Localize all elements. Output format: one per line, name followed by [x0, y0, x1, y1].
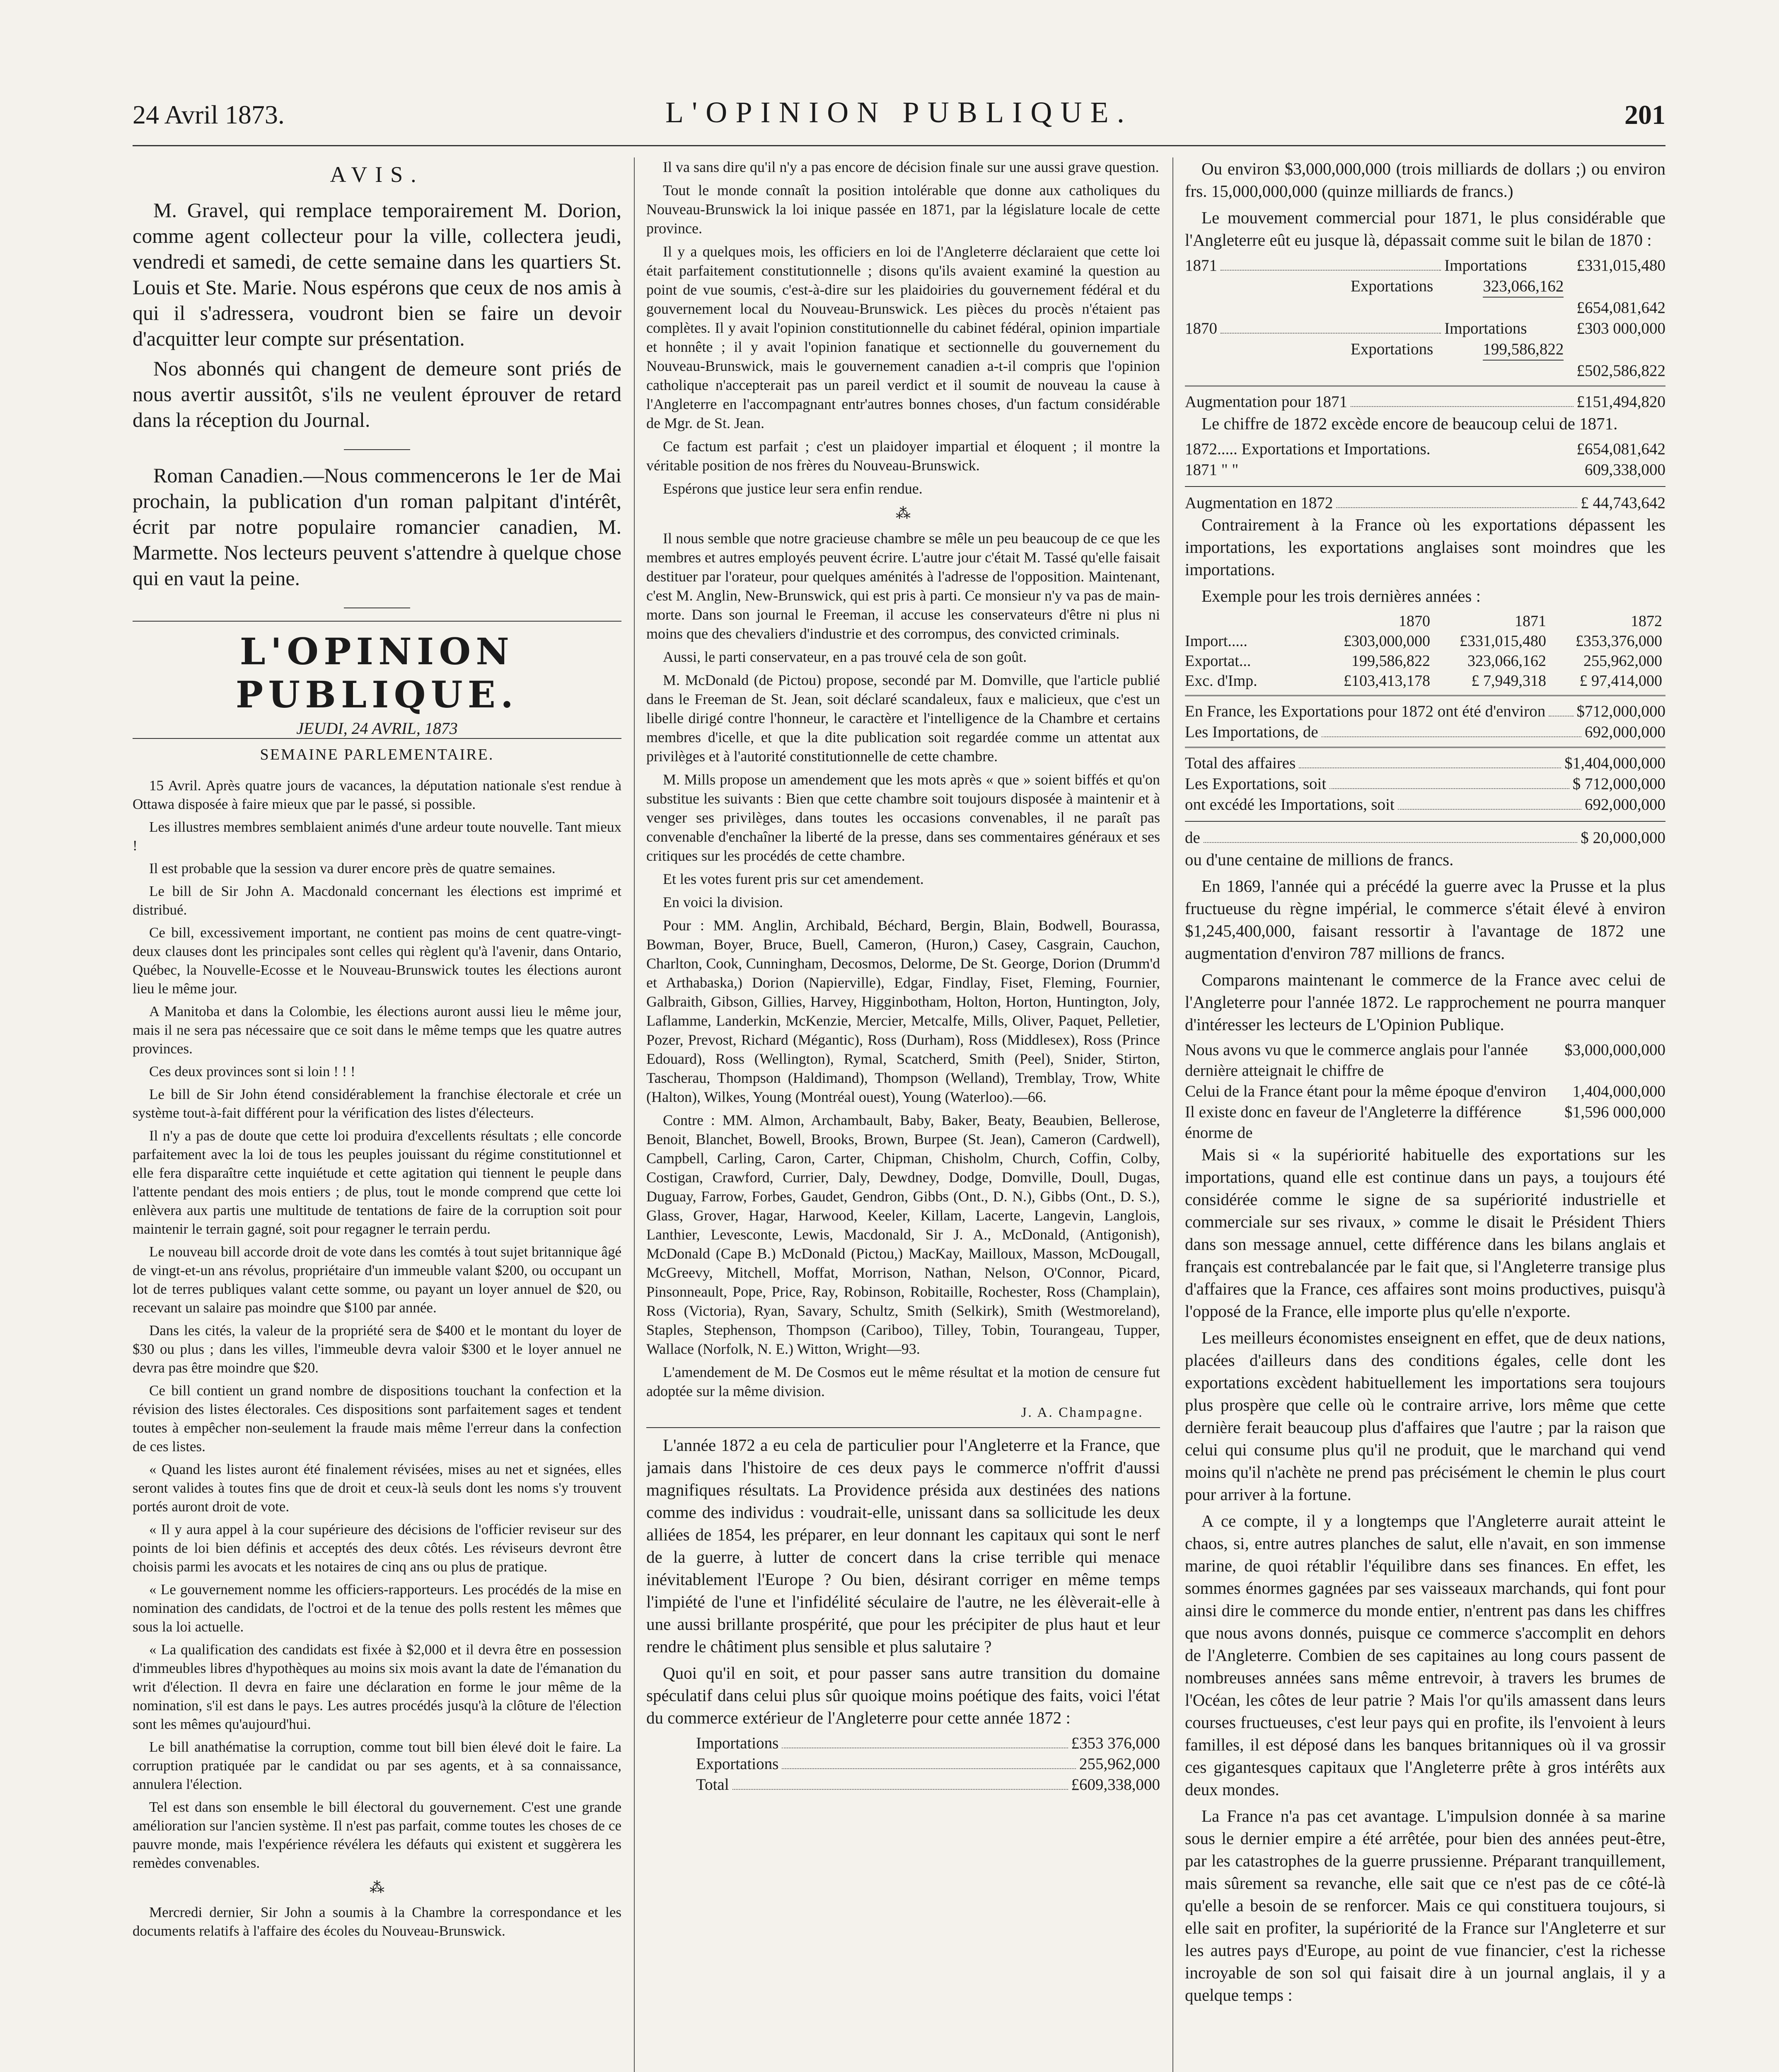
total-value: £654,081,642	[1576, 299, 1665, 317]
page-number: 201	[1624, 100, 1665, 130]
paragraph: Contre : MM. Almon, Archambault, Baby, Baker, Beaty, Beaubien, Bellerose, Benoit, Blanchet, Bowell, Brooks, Brown, Burpee (St. Jean), Cameron (Cardwell), Campbell, Carling, Caron, Carter, Chipman, Chisholm, Church, Coffin, Colby, Costigan, Crawford, Currier, Daly, Dewdney, Dodge, Domville, Doull, Dugas, Duguay, Farrow, Forbes, Gaudet, Gendron, Gibbs (Ont., D. N.), Gibbs (Ont., D. S.), Glass, Grover, Hagar, Harwood, Keeler, Killam, Lacerte, Langevin, Langlois, Lanthier, Levesconte, Lewis, Macdonald, Sir J. A., McDonald, (Antigonish), McDonald (Cape B.) McDonald (Pictou,) MacKay, Mailloux, Masson, McDougall, McGreevy, Mitchell, Moffat, Morrison, Nathan, Nelson, O'Connor, Picard, Pinsonneault, Pope, Price, Ray, Robinson, Robitaille, Rochester, Ross (Champlain), Ross (Victoria), Ryan, Savary, Schultz, Smith (Selkirk), Smith (Westmoreland), Staples, Stephenson, Thompson (Cariboo), Tilley, Tobin, Tourangeau, Tupper, Wallace (Norfolk, N. E.) Witton, Wright—93.	[646, 1112, 1160, 1357]
aug-value: £ 44,743,642	[1581, 494, 1665, 512]
cmp-diff: Il existe donc en faveur de l'Angleterre la différence énorme de	[1185, 1103, 1521, 1142]
france-total-row-value: 692,000,000	[1585, 796, 1665, 813]
comparison-text	[1185, 875, 1665, 1036]
cmp-row	[1185, 439, 1665, 460]
avis-title: AVIS.	[330, 162, 424, 187]
header-date: 24 Avril 1873.	[133, 100, 285, 129]
page-header	[133, 95, 1665, 145]
paragraph: Tel est dans son ensemble le bill électoral du gouvernement. C'est une grande amélioration sur l'ancien système. Il n'est pas parfait, comme toutes les choses de ce pauvre monde, mais l'expérience révélera les défauts qui existent et suggèrera les remèdes convenables.	[133, 1799, 621, 1871]
ledger-1870	[1185, 318, 1665, 381]
paragraph: Il est probable que la session va durer encore près de quatre semaines.	[149, 860, 556, 876]
france-total-row	[1185, 794, 1665, 815]
paragraph: Le bill de Sir John A. Macdonald concernant les élections est imprimé et distribué.	[133, 883, 621, 918]
cmp-mid: Celui de la France étant pour la même époque d'environ	[1185, 1082, 1547, 1100]
paragraph: Ces deux provinces sont si loin ! ! !	[149, 1063, 355, 1080]
commerce-article	[646, 1434, 1160, 1729]
chambre-debate-text	[646, 529, 1160, 1401]
masthead: L'OPINION PUBLIQUE.	[235, 630, 519, 716]
imp-label: Importations	[1444, 257, 1527, 274]
divider	[1185, 486, 1665, 487]
semaine-parlementaire-text	[133, 776, 621, 1872]
cmp-row-label: 1871 " "	[1185, 461, 1239, 479]
table-cell: 323,066,162	[1467, 652, 1546, 670]
table-cell: 199,586,822	[1351, 652, 1430, 670]
aug-label: Augmentation pour 1871	[1185, 393, 1348, 411]
column-rule-2	[1172, 157, 1173, 2072]
england-1872-ledger	[646, 1733, 1160, 1795]
france-row	[1185, 722, 1665, 743]
paragraph: Aussi, le parti conservateur, en a pas trouvé cela de son goût.	[663, 649, 1027, 665]
france-total-row-value: $ 712,000,000	[1572, 775, 1665, 793]
table-cell: 255,962,000	[1583, 652, 1662, 670]
ledger-row-value: £353 376,000	[1071, 1734, 1160, 1752]
paragraph: Les illustres membres semblaient animés d'une ardeur toute nouvelle. Tant mieux !	[133, 819, 621, 854]
row-label: Exportat...	[1185, 652, 1251, 670]
paragraph: Il va sans dire qu'il n'y a pas encore de décision finale sur une aussi grave question.	[663, 159, 1159, 175]
imp-label: Importations	[1444, 320, 1527, 337]
paragraph: La France n'a pas cet avantage. L'impulsion donnée à sa marine sous le dernier empire a été arrêtée, pour bien des années peut-être, par les catastrophes de la guerre prussienne. Préparant tranquillement, mais sûrement sa revanche, elle sait que ce n'est pas de ce côté-là qu'elle a besoin de se renforcer. Mais ce qui constituera toujours, si elle sait en profiter, la supériorité de la France sur l'Angleterre et sur les autres pays d'Europe, au point de vue financier, c'est la richesse incroyable de son sol qui faisait dire à un journal anglais, il y a quelque temps :	[1185, 1806, 1665, 2004]
divider	[1185, 747, 1665, 749]
table-cell: £303,000,000	[1344, 632, 1430, 650]
column-1	[133, 157, 621, 2072]
contraire-paragraph: Contrairement à la France où les exportations dépassent les importations, les exportations anglaises sont moindres que les importations.	[1185, 515, 1665, 579]
row-label: Import.....	[1185, 632, 1247, 650]
avis-paragraph-1: M. Gravel, qui remplace temporairement M. Dorion, comme agent collecteur pour la ville, collectera jeudi, vendredi et samedi, de cette semaine dans les quartiers St. Louis et Ste. Marie. Nous espérons que ceux de nos amis à qui il s'adressera, voudront bien se faire un devoir d'acquitter leur compte sur présentation.	[133, 198, 621, 350]
imp-value: £303 000,000	[1576, 320, 1665, 337]
france-row-value: $712,000,000	[1576, 702, 1665, 720]
ledger-row-label: Exportations	[696, 1755, 779, 1773]
paragraph: 15 Avril. Après quatre jours de vacances, la députation nationale s'est rendue à Ottawa disposée à faire mieux que par le passé, si possible.	[133, 777, 621, 812]
paragraph: Ce bill contient un grand nombre de dispositions touchant la confection et la révision des listes électorales. Ces dispositions sont parfaitement sages et tendent toutes à empêcher non-seulement la fraude mais même l'erreur dans la confection de ces listes.	[133, 1382, 621, 1455]
paragraph: En voici la division.	[663, 894, 783, 910]
paragraph: M. Mills propose un amendement que les mots après « que » soient biffés et qu'on substitue les suivants : Bien que cette chambre soit toujours disposée à maintenir et à venger ses privilèges, dans toutes les occasions convenables, il ne paraît pas convenable d'enchaîner la liberté de la presse, dans ses commentaires généraux et ses critiques sur les procédés de cette chambre.	[646, 771, 1160, 864]
header-title: L'OPINION PUBLIQUE.	[665, 96, 1133, 129]
france-total-ledger	[1185, 753, 1665, 815]
paragraph: Tout le monde connaît la position intolérable que donne aux catholiques du Nouveau-Brunswick la loi inique passée en 1871, par la législature locale de cette province.	[646, 182, 1160, 237]
paragraph: Ce factum est parfait ; c'est un plaidoyer impartial et éloquent ; il montre la véritable position de nos frères du Nouveau-Brunswick.	[646, 438, 1160, 474]
three-year-table	[1185, 611, 1665, 691]
dateline: JEUDI, 24 AVRIL, 1873	[133, 719, 621, 739]
paragraph: Mais si « la supériorité habituelle des exportations sur les importations, quand elle est continue dans un pays, a toujours été considérée comme le signe de sa supériorité industrielle et commerciale sur ses rivaux, » comme le disait le Président Thiers dans son message annuel, cette différence dans les bilans anglais et français est contrebalancée par le fait que, si l'Angleterre transige plus d'affaires que la France, ces affaires sont moins productives, puisqu'à l'opposé de la France, elle importe plus qu'elle n'exporte.	[1185, 1145, 1665, 1321]
cmp-row-value: 609,338,000	[1585, 461, 1665, 479]
author-signature: J. A. Champagne.	[1021, 1405, 1143, 1420]
ledger-row	[696, 1733, 1160, 1754]
nouveau-brunswick-text	[646, 157, 1160, 498]
paragraph: Il y a quelques mois, les officiers en loi de l'Angleterre déclaraient que cette loi était parfaitement constitutionnelle ; disons qu'ils avaient examiné la question au point de vue soumis, c'est-à-dire sur les plaidoiries du gouvernement fédéral et du gouvernement local du Nouveau-Brunswick. Les pièces du procès n'étaient pas complètes. Il y avait l'opinion constitutionnelle du cabinet fédéral, opinion impartiale et honnête ; il y avait l'opinion fanatique et sectionnelle du gouvernement du Nouveau-Brunswick, mais le gouvernement canadien a-t-il compris que l'opinion catholique n'accepterait pas un pareil verdict et il soumit de nouveau la cause à l'Angleterre en l'accompagnant entr'autres bonnes choses, d'un factum considérable de Mgr. de St. Jean.	[646, 243, 1160, 431]
de-value: $ 20,000,000	[1581, 829, 1665, 847]
paragraph: « La qualification des candidats est fixée à $2,000 et il devra être en possession d'immeubles libres d'hypothèques au moins six mois avant la date de l'émanation du writ d'élection. Il devra en faire une déclaration en forme le jour même de la nomination, s'il est dans le pays. Les autres procédés jusqu'à la clôture de l'élection sont les mêmes qu'aujourd'hui.	[133, 1641, 621, 1732]
exp-value: 199,586,822	[1483, 339, 1564, 361]
paragraph: Les meilleurs économistes enseignent en effet, que de deux nations, placées d'ailleurs dans des conditions égales, celle dont les exportations excèdent habituellement les importations sera toujours plus prospère que celle où le contraire arrive, lors même que cette dernière ferait beaucoup plus d'affaires que l'autre ; par la raison que celui qui consume plus qu'il ne produit, que le marchand qui vend moins qu'il n'achète ne prend pas précisément le chemin le plus court pour arriver à la fortune.	[1185, 1328, 1665, 1504]
paragraph: A Manitoba et dans la Colombie, les élections auront aussi lieu le même jour, mais il ne sera pas nécessaire que ce soit dans le même temps que les quatre autres provinces.	[133, 1003, 621, 1057]
roman-canadien-notice: Roman Canadien.—Nous commencerons le 1er de Mai prochain, la publication d'un roman palpitant d'intérêt, écrit par notre populaire romancier canadien, M. Marmette. Nos lecteurs peuvent s'attendre à quelque chose qui en vaut la peine.	[133, 464, 621, 590]
cmp-val-2: 1,404,000,000	[1572, 1082, 1665, 1100]
avis-paragraph-2: Nos abonnés qui changent de demeure sont priés de nous avertir aussitôt, s'ils ne veulent éprouver de retard dans la réception du Journal.	[133, 357, 621, 431]
ledger-row-value: £609,338,000	[1071, 1776, 1160, 1794]
divider	[1185, 695, 1665, 697]
paragraph: « Quand les listes auront été finalement révisées, mises au net et signées, elles seront valides à toutes fins que de droit et ceux-là seuls dont les noms s'y trouvent portés auront droit de vote.	[133, 1461, 621, 1515]
augmentation-1872	[1185, 493, 1665, 513]
year-label: 1870	[1185, 320, 1217, 337]
exemple-line: Exemple pour les trois dernières années :	[1201, 586, 1481, 605]
divider	[1185, 385, 1665, 387]
column-3	[1185, 157, 1665, 2072]
column-2	[646, 157, 1160, 2072]
exp-value: 323,066,162	[1483, 276, 1564, 298]
column-rule-1	[634, 157, 635, 2072]
year-header: 1871	[1515, 612, 1546, 630]
paragraph: « Le gouvernement nomme les officiers-rapporteurs. Les procédés de la mise en nomination des candidats, de l'octroi et de la tenue des polls restent les mêmes que sous la loi actuelle.	[133, 1581, 621, 1635]
cmp-intro: Nous avons vu que le commerce anglais pour l'année dernière atteignait le chiffre de	[1185, 1041, 1528, 1080]
france-ledger	[1185, 701, 1665, 743]
paragraph: Il nous semble que notre gracieuse chambre se mêle un peu beaucoup de ce que les membres et autres employés peuvent écrire. L'autre jour c'était M. Tassé qu'elle faisait destituer par l'orateur, pour quelques aménités à l'adresse de l'opposition. Maintenant, c'est M. Anglin, New-Brunswick, qui est pris à parti. Ce monsieur n'y va pas de main-morte. Dans son journal le Freeman, il accuse les conservateurs d'être ni plus ni moins que des chevaliers d'industrie et des corrompus, des convicted criminals.	[646, 530, 1160, 642]
row-label: Exc. d'Imp.	[1185, 672, 1257, 690]
year-label: 1871	[1185, 257, 1217, 274]
paragraph: Le bill de Sir John étend considérablement la franchise électorale et crée un système tout-à-fait différent pour la vérification des listes d'électeurs.	[133, 1086, 621, 1121]
table-cell: £103,413,178	[1344, 672, 1430, 690]
cmp-row-value: £654,081,642	[1576, 440, 1665, 458]
paragraph: Et les votes furent pris sur cet amendement.	[663, 871, 924, 887]
france-note: ou d'une centaine de millions de francs.	[1185, 850, 1454, 869]
paragraph: A ce compte, il y a longtemps que l'Angleterre aurait atteint le chaos, si, entre autres planches de salut, elle n'avait, en son immense marine, de quoi rétablir l'équilibre dans ses finances. En effet, les sommes énormes gagnées par ses vaisseaux marchands, qui font pour ainsi dire le commerce du monde entier, n'entrent pas dans les chiffres que nous avons donnés, puisque ce commerce s'accomplit en dehors de l'Angleterre. Combien de ses capitaines au long cours passent de nombreuses années sans même entrevoir, à travers les brumes de l'Océan, les côtes de leur patrie ? Mais l'or qu'ils amassent dans leurs courses fructueuses, c'est leur pays qui en profite, ils l'envoient à leurs familles, il est déposé dans les banques britanniques où il va grossir ces gigantesques capitaux que l'Angleterre prête à gros intérêts aux deux mondes.	[1185, 1511, 1665, 1799]
aug-value: £151,494,820	[1576, 393, 1665, 411]
cmp-val-3: $1,596 000,000	[1564, 1103, 1665, 1121]
france-difference	[1185, 828, 1665, 848]
divider	[646, 1427, 1160, 1428]
comparison-1872-1871	[1185, 439, 1665, 480]
table-cell: £331,015,480	[1460, 632, 1546, 650]
paragraph: L'amendement de M. De Cosmos eut le même résultat et la motion de censure fut adoptée sur la même division.	[646, 1364, 1160, 1399]
exp-label: Exportations	[1351, 277, 1433, 295]
cmp-val-1: $3,000,000,000	[1564, 1041, 1665, 1059]
aug-label: Augmentation en 1872	[1185, 494, 1333, 512]
ledger-row	[696, 1754, 1160, 1774]
paragraph: Espérons que justice leur sera enfin rendue.	[663, 480, 923, 497]
ledger-row	[696, 1774, 1160, 1795]
france-row-label: En France, les Exportations pour 1872 ont été d'environ	[1185, 702, 1546, 720]
ledger-1871	[1185, 255, 1665, 318]
year-header: 1872	[1631, 612, 1662, 630]
chiffre-paragraph: Le chiffre de 1872 excède encore de beaucoup celui de 1871.	[1201, 414, 1618, 433]
paragraph: Pour : MM. Anglin, Archibald, Béchard, Bergin, Blain, Bodwell, Bourassa, Bowman, Boyer, Bruce, Buell, Cameron, (Huron,) Casey, Casgrain, Cauchon, Charlton, Cook, Cunningham, Decosmos, Delorme, De St. George, Dorion (Drumm'd et Arthabaska,) Dorion (Napierville), Edgar, Findlay, Fiset, Fleming, Fournier, Galbraith, Gibson, Gillies, Harvey, Higginbotham, Holton, Horton, Huntington, Joly, Laflamme, Landerkin, McKenzie, Mercier, Metcalfe, Mills, Oliver, Paquet, Pelletier, Pozer, Prevost, Richard (Mégantic), Ross (Durham), Ross (Middlesex), Ross (Prince Edouard), Ross (Wellington), Rymal, Scatcherd, Smith (Peel), Snider, Stirton, Tascherau, Thompson (Haldimand), Thompson (Welland), Tremblay, Trow, White (Halton), Wilkes, Young (Montréal ouest), Young (Waterloo).—66.	[646, 917, 1160, 1105]
divider	[344, 449, 410, 450]
intro-line-1: Ou environ $3,000,000,000 (trois milliards de dollars ;) ou environ frs. 15,000,000,000 (quinze milliards de francs.)	[1185, 159, 1665, 201]
paragraph: Quoi qu'il en soit, et pour passer sans autre transition du domaine spéculatif dans celui plus sûr quoique moins poétique des faits, voici l'état du commerce extérieur de l'Angleterre pour cette année 1872 :	[646, 1663, 1160, 1727]
masthead-rule-top	[133, 621, 621, 622]
ledger-row-label: Total	[696, 1776, 729, 1794]
de-label: de	[1185, 829, 1200, 847]
divider	[1185, 821, 1665, 822]
paragraph: Comparons maintenant le commerce de la France avec celui de l'Angleterre pour l'année 1872. Le rapprochement ne pourra manquer d'intéresser les lecteurs de L'Opinion Publique.	[1185, 970, 1665, 1034]
table-cell: £ 7,949,318	[1471, 672, 1546, 690]
france-row-label: Les Importations, de	[1185, 723, 1318, 741]
paragraph: « Il y aura appel à la cour supérieure des décisions de l'officier reviseur sur des points de loi bien définis et acceptés des deux côtés. Les réviseurs devront être choisis parmi les avocats et les notaires de cinq ans ou plus de pratique.	[133, 1521, 621, 1575]
asterism-separator: ⁂	[370, 1879, 384, 1896]
england-france-comparison	[1185, 1040, 1665, 1143]
exp-label: Exportations	[1351, 340, 1433, 358]
asterism-separator: ⁂	[896, 505, 911, 522]
paragraph: Ce bill, excessivement important, ne contient pas moins de cent quatre-vingt-deux clauses dont les principales sont celles qui règlent qu'à l'avenir, dans Ontario, Québec, la Nouvelle-Ecosse et le Nouveau-Brunswick toutes les élections auront lieu le même jour.	[133, 925, 621, 997]
france-total-row-label: Les Exportations, soit	[1185, 775, 1327, 793]
section-title: SEMAINE PARLEMENTAIRE.	[260, 746, 494, 763]
table-cell: £353,376,000	[1576, 632, 1662, 650]
table-cell: £ 97,414,000	[1579, 672, 1662, 690]
paragraph: Le bill anathématise la corruption, comme tout bill bien élevé doit le faire. La corruption pratiquée par le candidat ou par ses agents, et à sa connaissance, annulera l'élection.	[133, 1739, 621, 1792]
intro-line-2: Le mouvement commercial pour 1871, le plus considérable que l'Angleterre eût eu jusque là, dépassait comme suit le bilan de 1870 :	[1185, 208, 1665, 249]
france-row	[1185, 701, 1665, 722]
france-total-row-label: Total des affaires	[1185, 754, 1296, 772]
france-total-row-label: ont excédé les Importations, soit	[1185, 796, 1395, 813]
total-value: £502,586,822	[1576, 362, 1665, 380]
paragraph: En 1869, l'année qui a précédé la guerre avec la Prusse et la plus fructueuse du règne impérial, le commerce s'était élevé à environ $1,245,400,000, faisant ressortir à l'avantage de 1872 une augmentation d'environ 787 millions de francs.	[1185, 876, 1665, 963]
paragraph: Dans les cités, la valeur de la propriété sera de $400 et le montant du loyer de $30 ou plus ; dans les villes, l'immeuble devra valoir $300 et le loyer annuel ne devra pas être moindre que $20.	[133, 1322, 621, 1376]
paragraph: Il n'y a pas de doute que cette loi produira d'excellents résultats ; elle concorde parfaitement avec la loi de tous les peuples jouissant du régime constitutionnel et elle fera disparaître cette inquiétude et cette agitation qui tiennent le peuple dans l'attente pendant des mois entiers ; de plus, tout le monde comprend que cette loi enlèvera aux partis une multitude de tentations de faire de la corruption soit pour maintenir le terrain gagné, soit pour regagner le terrain perdu.	[133, 1128, 621, 1237]
france-total-row	[1185, 774, 1665, 794]
france-row-value: 692,000,000	[1585, 723, 1665, 741]
year-header: 1870	[1399, 612, 1430, 630]
augmentation-1871	[1185, 392, 1665, 412]
paragraph: M. McDonald (de Pictou) propose, secondé par M. Domville, que l'article publié dans le Freeman de St. Jean, soit déclaré scandaleux, faux e malicieux, que c'est un libelle dirigé contre l'honneur, le caractère et l'intelligence de la Chambre et certains membres d'icelle, et que la dite publication soit regardée comme un attentat aux privilèges et à l'autorité constitutionnelle de cette chambre.	[646, 672, 1160, 765]
france-total-row-value: $1,404,000,000	[1564, 754, 1665, 772]
paragraph: L'année 1872 a eu cela de particulier pour l'Angleterre et la France, que jamais dans l'histoire de ces deux pays le commerce n'offrit d'aussi magnifiques résultats. La Providence présida aux destinées des nations comme des individus : voudrait-elle, unissant dans sa sollicitude les deux alliées de 1854, les préparer, en leur donnant les capitaux qui sont le nerf de la guerre, à lutter de concert dans la crise terrible qui menace inévitablement l'Europe ? Ou bien, désirant corriger en même temps l'impiété de l'une et l'infidélité séculaire de l'autre, ne les élèverait-elle à une aussi brillante prospérité, que pour les précipiter de plus haut et leur rendre le châtiment plus sensible et plus salutaire ?	[646, 1435, 1160, 1656]
france-total-row	[1185, 753, 1665, 774]
cmp-row-label: 1872..... Exportations et Importations.	[1185, 440, 1431, 458]
cmp-row	[1185, 460, 1665, 480]
closing-paragraph: Mercredi dernier, Sir John a soumis à la Chambre la correspondance et les documents relatifs à l'affaire des écoles du Nouveau-Brunswick.	[133, 1904, 621, 1939]
paragraph: Le nouveau bill accorde droit de vote dans les comtés à tout sujet britannique âgé de vingt-et-un ans révolus, propriétaire d'un immeuble valant $200, ou occupant un lot de terres publiques valant cette somme, ou payant un loyer annuel de $20, ou recevant un salaire pas moindre que $100 par année.	[133, 1244, 621, 1316]
header-rule	[133, 145, 1665, 146]
ledger-row-label: Importations	[696, 1734, 779, 1752]
economics-text	[1185, 1143, 1665, 2006]
ledger-row-value: 255,962,000	[1079, 1755, 1160, 1773]
imp-value: £331,015,480	[1576, 257, 1665, 274]
